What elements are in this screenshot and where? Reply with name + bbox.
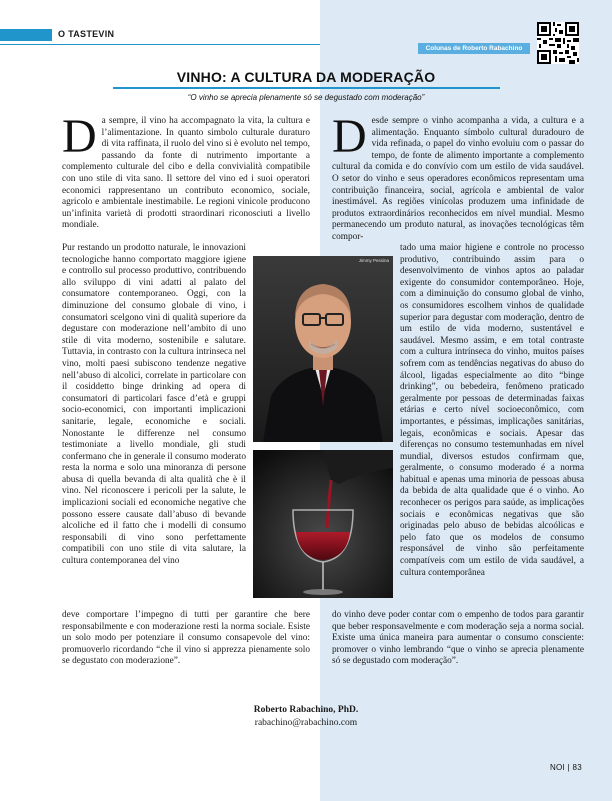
photo-credit: Jimmy Pessina <box>358 258 389 263</box>
column-badge: Colunas de Roberto Rabachino <box>418 43 530 54</box>
italian-paragraph-middle: Pur restando un prodotto naturale, le innovazioni tecnologiche hanno comportato maggiore igiene e controllo sul processo produttivo, contribuendo allo sviluppo di vini adatti al palato del consumatore contemporaneo. Oggi, con la diminuzione del consumo globale di vino, i consumatori scelgono vini di qualità superiore da degustare con moderazione nell’ambito di uno stile di vita moderno, sostenibile e salutare. Tuttavia, in contrasto con la cultura intrinseca nel vino, molti paesi subiscono tendenze negative nell’abuso di alcolici, correlate in particolare con il cosiddetto binge drinking ad opera di consumatori di particolari fasce d’età e gruppi socio-economici, con importanti implicazioni sanitarie, legale, economiche e sociali. Nonostante le differenze nel consumo testimoniate a livello mondiale, gli studi confermano che in generale il consumo moderato resta la norma e solo una minoranza di persone abusa di quella bevanda di alta qualità che è il vino. Nel riconoscere i pericoli per la salute, le implicazioni sociali ed economiche negative che possono essere causate dall’abuso di bevande alcoliche ed il fatto che i modelli di consumo responsabili di vino sono perfettamente compatibili con uno stile di vita salutare, la cultura contemporanea del vino <box>62 243 246 567</box>
portuguese-paragraph-middle: tado uma maior higiene e controle no processo produtivo, contribuindo assim para o desenvolvimento de vinhos aptos ao paladar exigente do consumidor contemporâneo. Hoje, com a diminuição do consumo global de vinho, os consumidores escolhem vinhos de qualidade superior para degustar com moderação, dentro de um estilo de vida moderno, sustentável e saudável. Mesmo assim, e em total contraste com a cultura intrínseca do vinho, muitos países sofrem com as tendências negativas do abuso do álcool, ligadas especialmente ao dito “binge drinking”, ou bebedeira, fenômeno praticado geralmente por pessoas de determinadas faixas etárias e certo nível socioeconômico, com importantes, e péssimas, implicações sanitárias, legais, econômicas e sociais. Apesar das diferenças no consumo testemunhadas em nível mundial, diversos estudos confirmam que, geralmente, o consumo moderado é a norma habitual e apenas uma minoria de pessoas abusa da bebida de alta qualidade que é o vinho. Ao reconhecer os perigos para saúde, as implicações sociais e econômicas negativas que são originadas pelo abuso de bebidas alcoólicas e pelo fato que os modelos de consumo responsável de vinho são perfeitamente compatíveis com um estilo de vida saudável, a cultura contemporânea <box>400 243 584 578</box>
qr-code-icon[interactable] <box>537 22 579 64</box>
header-rule <box>0 44 320 45</box>
header-accent-bar <box>0 29 52 41</box>
author-email[interactable]: rabachino@rabachino.com <box>254 718 358 728</box>
portuguese-paragraph-bottom: do vinho deve poder contar com o empenho de todos para garantir que beber responsavelmente e com moderação seja a norma social. Existe uma única maneira para aumentar o consumo consciente: promover o vinho lembrando “que o vinho se aprecia plenamente só se degustado com moderação”. <box>332 610 584 667</box>
author-portrait-photo <box>253 256 393 442</box>
section-label: O TASTEVIN <box>58 29 115 39</box>
portuguese-paragraph-top: esde sempre o vinho acompanha a vida, a cultura e a alimentação. Enquanto símbolo cultural duradouro de vida refinada, o papel do vinho evoluiu com o passar do tempo, de fonte de alimento importante a complemento cultural da comida e do convívio com um estilo de vida saudável. O setor do vinho e seus operadores econômicos representam uma contribuição financeira, social, agrícola e ambiental de valor inestimável. As regiões vinícolas produzem uma infinidade de produtos extraordinários reconhecidos em nível mundial. Mesmo permanecendo um produto natural, as inovações tecnológicas têm compor- <box>332 116 584 242</box>
portuguese-dropcap: D <box>332 110 367 163</box>
italian-paragraph-top: a sempre, il vino ha accompagnato la vita, la cultura e l’alimentazione. In quanto simbolo culturale duraturo di vita raffinata, il ruolo del vino si è evoluto nel tempo, passando da fonte di nutrimento importante a complemento culturale del cibo e della convivialità compatibile con uno stile di vita sano. Il settore del vino ed i suoi operatori economici rappresentano un contributo economico, sociale, agricolo e ambientale inestimabile. Le regioni vinicole producono un’infinita varietà di prodotti straordinari riconosciuti a livello mondiale. <box>62 116 310 231</box>
page-footer: NOI | 83 <box>549 763 582 772</box>
italian-paragraph-bottom: deve comportare l’impegno di tutti per garantire che bere responsabilmente e con moderazione resti la norma sociale. Esiste un solo modo per potenziare il consumo consapevole del vino: promuoverlo ricordando “che il vino si apprezza pienamente solo se degustato con moderazione”. <box>62 610 310 667</box>
article-subtitle: “O vinho se aprecia plenamente só se degustado com moderação” <box>187 93 425 102</box>
wine-pouring-photo <box>253 450 393 598</box>
italian-dropcap: D <box>62 110 97 163</box>
italian-text-top <box>62 110 310 232</box>
title-rule <box>113 87 500 89</box>
author-name: Roberto Rabachino, PhD. <box>253 705 359 715</box>
portuguese-text-top <box>332 110 584 244</box>
article-title: VINHO: A CULTURA DA MODERAÇÃO <box>176 69 436 85</box>
